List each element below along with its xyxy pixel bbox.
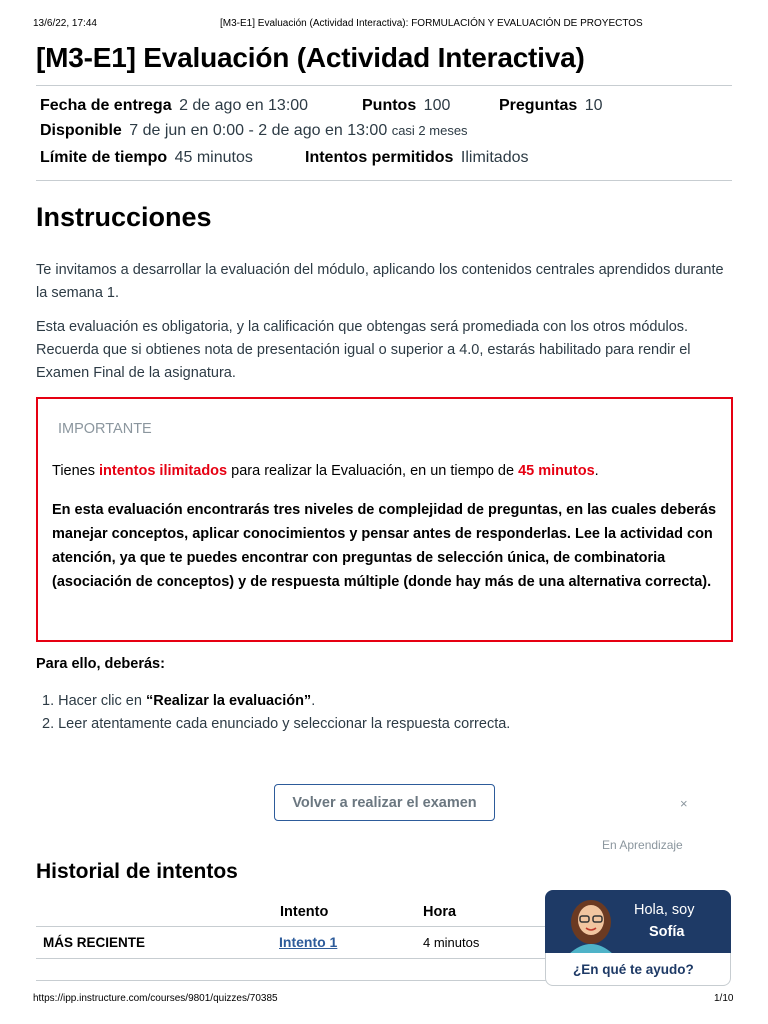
important-label: IMPORTANTE: [58, 421, 152, 437]
chat-greeting: Hola, soy: [634, 902, 695, 918]
print-header: [33, 18, 735, 30]
retake-quiz-button[interactable]: Volver a realizar el examen: [274, 784, 495, 821]
important-bold-text: En esta evaluación encontrarás tres niveles de complejidad de preguntas, en las cuales deberás manejar conceptos, aplicar conocimientos y pensar antes de responderlas. Lee la actividad con atención, ya que te puedes encontrar con preguntas de selección única, de combinatoria (asociación de conceptos) y de respuesta múltiple (donde hay más de una alternativa correcta).: [52, 502, 717, 590]
assistant-avatar-icon: [563, 894, 619, 954]
page-title: [M3-E1] Evaluación (Actividad Interactiva): [36, 42, 585, 73]
questions-detail: [499, 97, 603, 115]
instructions-heading: Instrucciones: [36, 202, 212, 232]
due-date-label: Fecha de entrega: [40, 97, 172, 114]
important-line-prefix: Tienes: [52, 463, 95, 479]
step-2: 2. Leer atentamente cada enunciado y seleccionar la respuesta correcta.: [42, 716, 511, 732]
step-1-suffix: .: [311, 693, 316, 709]
chat-assistant-widget[interactable]: [545, 890, 731, 986]
table-row-divider: [36, 958, 546, 959]
learning-status-label: En Aprendizaje: [602, 838, 683, 852]
chat-prompt[interactable]: ¿En qué te ayudo?: [573, 962, 694, 977]
questions-value: 10: [584, 97, 603, 114]
steps-intro: Para ello, deberás:: [36, 656, 165, 672]
step-1-prefix: 1. Hacer clic en: [42, 693, 142, 709]
points-value: 100: [423, 97, 451, 114]
time-limit-label: Límite de tiempo: [40, 149, 168, 166]
points-label: Puntos: [362, 97, 417, 114]
questions-label: Preguntas: [499, 97, 578, 114]
content-end-divider: [36, 980, 546, 981]
points-detail: [362, 97, 450, 115]
row-label-most-recent: MÁS RECIENTE: [43, 935, 146, 950]
due-date-detail: [40, 97, 308, 115]
column-header-attempt: Intento: [280, 904, 329, 920]
chat-widget-header[interactable]: [545, 890, 731, 953]
important-attempts-line: [52, 463, 599, 479]
available-label: Disponible: [40, 122, 122, 139]
important-highlight-attempts: intentos ilimitados: [99, 463, 228, 479]
print-footer-page: 1/10: [714, 993, 734, 1004]
important-highlight-time: 45 minutos: [518, 463, 595, 479]
instructions-paragraph-2: Esta evaluación es obligatoria, y la calificación que obtengas será promediada con los otros módulos. Recuerda que si obtienes nota de presentación igual o superior a 4.0, estarás habilitado para rendir el Examen Final de la asignatura.: [36, 319, 691, 381]
step-1: [42, 690, 510, 713]
attempt-1-link[interactable]: Intento 1: [279, 934, 338, 950]
due-date-value: 2 de ago en 13:00: [179, 97, 309, 114]
attempts-value: Ilimitados: [460, 149, 529, 166]
column-header-time: Hora: [423, 904, 457, 920]
important-line-suffix: .: [594, 463, 599, 479]
chat-prompt-area[interactable]: [545, 953, 731, 986]
time-limit-value: 45 minutos: [174, 149, 253, 166]
step-1-quote: “Realizar la evaluación”: [145, 693, 312, 709]
important-line-middle: para realizar la Evaluación, en un tiempo de: [231, 463, 515, 479]
details-top-divider: [36, 85, 732, 86]
steps-list: [42, 690, 510, 736]
instructions-paragraph-1: Te invitamos a desarrollar la evaluación del módulo, aplicando los contenidos centrales aprendidos durante la semana 1.: [36, 262, 724, 301]
print-title: [M3-E1] Evaluación (Actividad Interactiva): FORMULACIÓN Y EVALUACIÓN DE PROYECTOS: [220, 18, 643, 29]
attempts-label: Intentos permitidos: [305, 149, 454, 166]
attempts-detail: [305, 149, 528, 167]
available-note: casi 2 meses: [391, 123, 468, 138]
close-icon[interactable]: ×: [680, 796, 688, 811]
available-detail: [40, 122, 468, 140]
available-value: 7 de jun en 0:00 - 2 de ago en 13:00: [129, 122, 388, 139]
attempt-history-heading: Historial de intentos: [36, 860, 238, 883]
important-box: [36, 397, 733, 642]
details-bottom-divider: [36, 180, 732, 181]
table-header-divider: [36, 926, 546, 927]
row-time: 4 minutos: [423, 935, 480, 950]
time-limit-detail: [40, 149, 253, 167]
print-footer-url: https://ipp.instructure.com/courses/9801/quizzes/70385: [33, 993, 278, 1004]
chat-assistant-name: Sofía: [649, 924, 685, 940]
print-date: 13/6/22, 17:44: [33, 18, 97, 29]
